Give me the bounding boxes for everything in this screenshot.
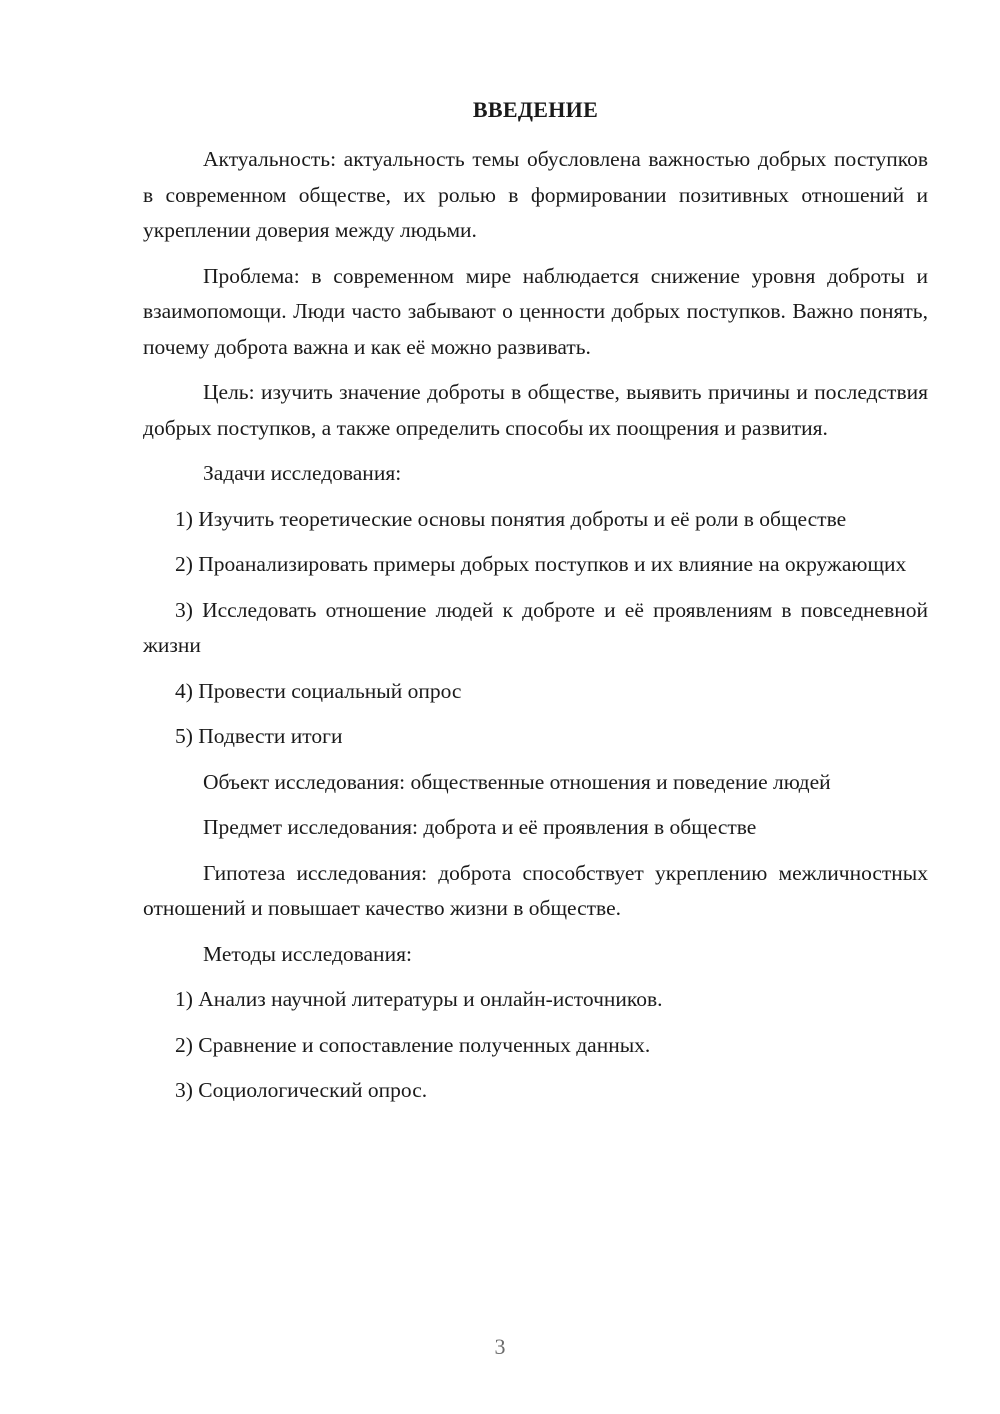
task-item: 2) Проанализировать примеры добрых поступков и их влияние на окружающих (175, 552, 907, 576)
method-item: 3) Социологический опрос. (175, 1078, 428, 1102)
task-item: 1) Изучить теоретические основы понятия доброты и её роли в обществе (175, 506, 847, 531)
task-item: 3) Исследовать отношение людей к доброте и её проявлениям в повседневной жизни (143, 597, 928, 657)
relevance-paragraph: Актуальность: актуальность темы обусловлена важностью добрых поступков в современном обществе, их ролью в формировании позитивных отношений и укреплении доверия между людьми. (143, 147, 928, 242)
hypothesis-paragraph: Гипотеза исследования: доброта способствует укреплению межличностных отношений и повышает качество жизни в обществе. (143, 860, 928, 920)
methods-heading: Методы исследования: (203, 941, 412, 966)
tasks-heading: Задачи исследования: (203, 461, 402, 485)
task-item: 4) Провести социальный опрос (175, 678, 462, 703)
document-page (143, 96, 928, 1119)
page-number: 3 (494, 1334, 506, 1359)
method-item: 1) Анализ научной литературы и онлайн-источников. (175, 987, 663, 1011)
goal-paragraph: Цель: изучить значение доброты в обществе, выявить причины и последствия добрых поступков, а также определить способы их поощрения и развития. (143, 380, 928, 440)
problem-paragraph: Проблема: в современном мире наблюдается снижение уровня доброты и взаимопомощи. Люди часто забывают о ценности добрых поступков. Важно понять, почему доброта важна и как её можно развивать. (143, 263, 928, 359)
section-title: ВВЕДЕНИЕ (472, 97, 599, 122)
object-line: Объект исследования: общественные отношения и поведение людей (203, 769, 831, 794)
subject-line: Предмет исследования: доброта и её проявления в обществе (203, 815, 757, 839)
task-item: 5) Подвести итоги (175, 724, 343, 748)
method-item: 2) Сравнение и сопоставление полученных данных. (175, 1032, 651, 1057)
